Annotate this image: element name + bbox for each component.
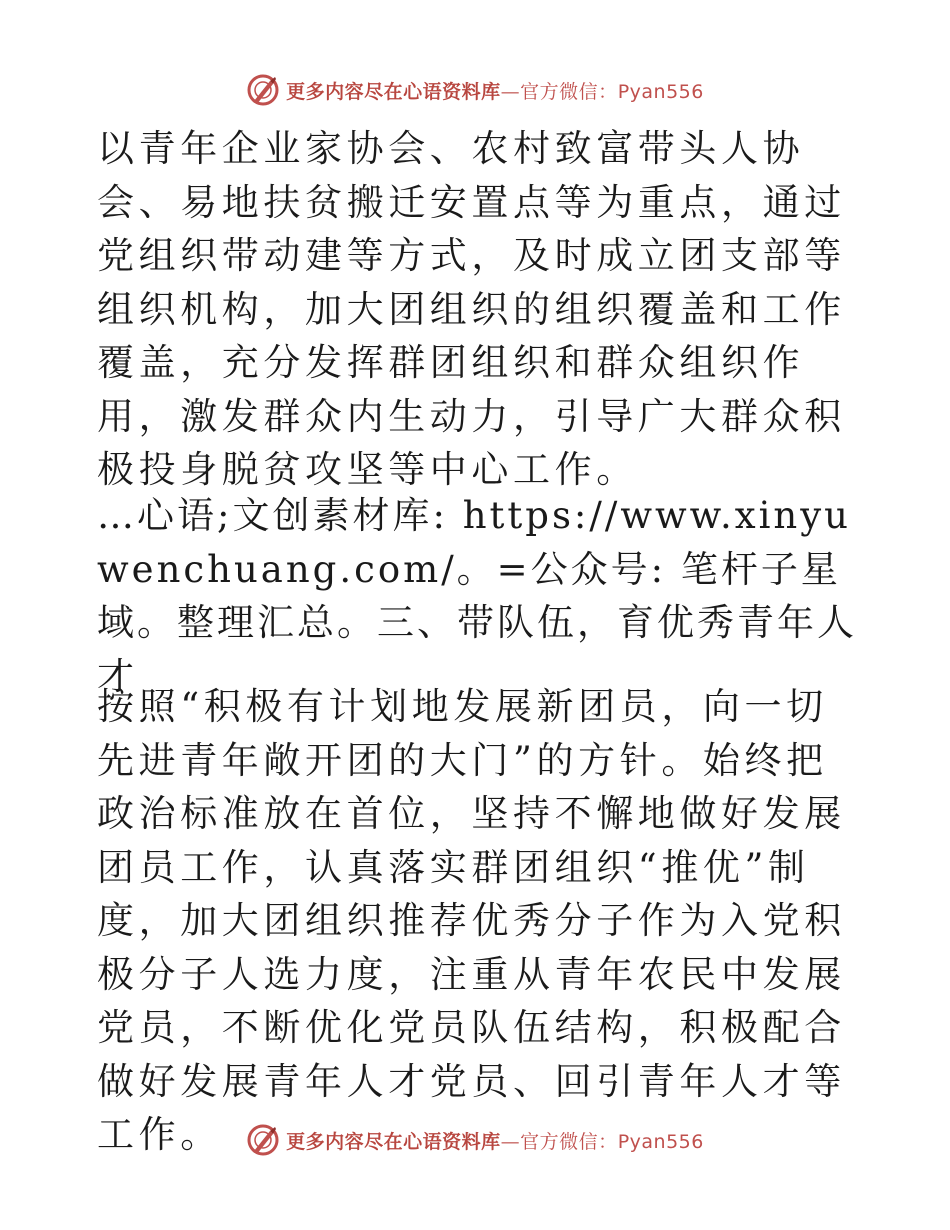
- banner-wechat-id: Pyan556: [617, 80, 704, 103]
- banner-text: [286, 77, 704, 104]
- banner-separator: —: [500, 1130, 521, 1153]
- banner-separator: —: [500, 80, 521, 103]
- banner-wechat-label: 官方微信：: [520, 1130, 618, 1153]
- banner-main-text: 更多内容尽在心语资料库: [286, 80, 501, 103]
- paragraph-3: 按照“积极有计划地发展新团员，向一切先进青年敞开团的大门”的方针。始终把政治标准放在首位，坚持不懈地做好发展团员工作，认真落实群团组织“推优”制度，加大团组织推荐优秀分子作为入党积极分子人选力度，注重从青年农民中发展党员，不断优化党员队伍结构，积极配合做好发展青年人才党员、回引青年人才等工作。: [97, 685, 846, 1156]
- pen-logo-icon: [246, 73, 280, 107]
- footer-banner: [0, 1120, 950, 1160]
- header-banner: [0, 70, 950, 110]
- paragraph-1: 以青年企业家协会、农村致富带头人协会、易地扶贫搬迁安置点等为重点，通过党组织带动建等方式，及时成立团支部等组织机构，加大团组织的组织覆盖和工作覆盖，充分发挥群团组织和群众组织作用，激发群众内生动力，引导广大群众积极投身脱贫攻坚等中心工作。: [97, 127, 846, 491]
- banner-main-text: 更多内容尽在心语资料库: [286, 1130, 501, 1153]
- banner-wechat-label: 官方微信：: [520, 80, 618, 103]
- banner-text: [286, 1127, 704, 1154]
- banner-wechat-id: Pyan556: [617, 1130, 704, 1153]
- pen-logo-icon: [246, 1123, 280, 1157]
- paragraph-2: …心语;文创素材库: https://www.xinyuwenchuang.com/。=公众号: 笔杆子星域。整理汇总。三、带队伍，育优秀青年人才: [97, 494, 857, 698]
